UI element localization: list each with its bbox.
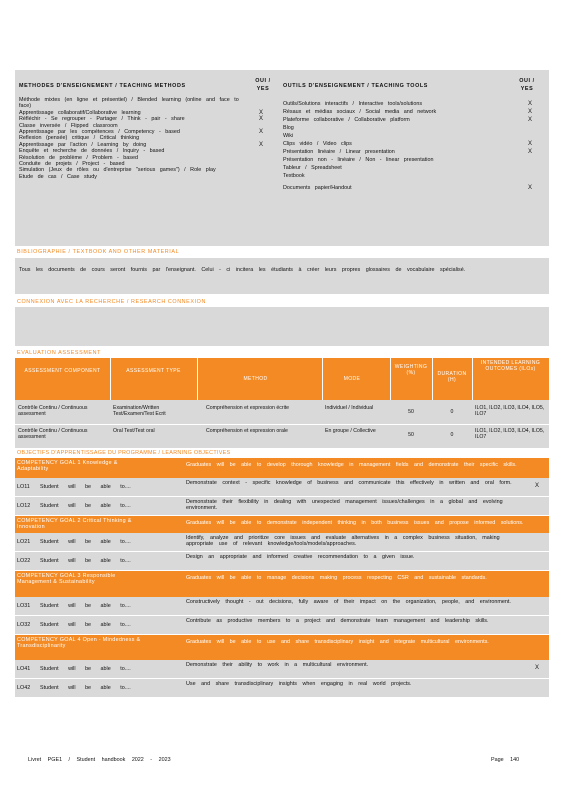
evaluation-cell-component: Contrôle Continu / Continuous assessment [18,428,88,441]
competency-goal-label: COMPETENCY GOAL 2 Critical Thinking & Innovation [17,518,132,531]
competency-goal-label: COMPETENCY GOAL 3 Responsible Management & Sustainability [17,573,116,586]
competency-goal-description: Graduates will be able to demonstrate independent thinking in both business issues and propose informed solutions. [186,520,524,526]
objective-code: LO41 [17,666,31,672]
teaching-tools-list [283,101,538,193]
objective-subject: Student will be able to.... [40,685,131,691]
check-mark: X [259,116,264,123]
evaluation-cell-duration: 0 [450,432,454,438]
competency-goal-description: Graduates will be able to develop thorough knowledge in management fields and demonstrate their specific skills. [186,462,517,468]
evaluation-cell-method: Compréhension et expression orale [206,428,288,434]
objective-subject: Student will be able to.... [40,603,131,609]
method-label: Simulation (Jeux de rôles ou d'entreprise "serious games") / Role play [19,167,216,174]
objectives-title: OBJECTIFS D'APPRENTISSAGE DU PROGRAMME / LEARNING OBJECTIVES [17,450,231,456]
methods-header: METHODES D'ENSEIGNEMENT / TEACHING METHODS [19,83,186,89]
method-row [283,101,538,107]
objective-description: Use and share transdisciplinary insights when engaging in real world projects. [186,681,412,687]
method-row [19,97,269,110]
method-label: Présentation non - linéaire / Non - linear presentation [283,157,434,163]
method-label: Outils/Solutions interactifs / Interactive tools/solutions [283,101,423,107]
objective-description: Design an appropriate and informed creative recommendation to a given issue. [186,554,415,560]
tools-ouiyes-header: OUI / YES [519,78,535,92]
evaluation-header-cell: DURATION (H) [437,371,467,383]
evaluation-header-cell: WEIGHTING (%) [394,364,428,376]
bibliography-title: BIBLIOGRAPHIE / TEXTBOOK AND OTHER MATERIAL [17,249,180,255]
evaluation-title: EVALUATION ASSESSMENT [17,350,101,356]
competency-goal-label: COMPETENCY GOAL 1 Knowledge & Adaptability [17,460,118,473]
check-mark: X [528,117,533,123]
method-label: Blog [283,125,294,131]
method-label: Wiki [283,133,294,139]
objective-description: Constructively thought - out decisions, fully aware of their impact on the organization, people, and environment. [186,599,511,605]
objective-code: LO42 [17,685,31,691]
evaluation-cell-weight: 50 [408,432,414,438]
bibliography-box [15,258,549,294]
method-label: Méthode mixtes (en ligne et présentiel) / Blended learning (online and face to face) [19,97,239,110]
method-row [283,157,538,163]
method-label: Apprentissage par l'action / Learning by doing [19,141,147,148]
objective-subject: Student will be able to.... [40,666,131,672]
check-mark: X [528,101,533,107]
method-row [283,149,538,155]
evaluation-cell-mode: Individuel / Individual [325,405,374,411]
evaluation-cell-ilos: ILO1, ILO2, ILO3, ILO4, ILO5, ILO7 [475,428,545,441]
method-label: Conduite de projets / Project - based [19,161,125,168]
tools-header: OUTILS D'ENSEIGNEMENT / TEACHING TOOLS [283,83,428,89]
objective-code: LO12 [17,503,31,509]
check-mark: X [535,665,540,671]
method-row [283,141,538,147]
evaluation-header-cell: ASSESSMENT COMPONENT [24,368,101,374]
method-label: Apprentissage par les compétences / Competency - based [19,129,180,136]
row-divider [15,424,549,425]
objective-subject: Student will be able to.... [40,539,131,545]
check-mark: X [528,185,533,192]
objective-description: Identify, analyze and prioritize core issues and evaluate alternatives in a complex business situation, making appropriate use of relevant knowledge/tools/models/approaches. [186,535,500,548]
method-label: Présentation linéaire / Linear presentation [283,149,395,155]
evaluation-cell-type: Examination/Written Test/Examen/Test Ecrit [113,405,166,418]
evaluation-header-cell: INTENDED LEARNING OUTCOMES (ILOs) [480,360,541,372]
evaluation-cell-weight: 50 [408,409,414,415]
method-row [283,173,538,179]
method-label: Tableur / Spreadsheet [283,165,342,171]
check-mark: X [259,109,264,116]
evaluation-cell-type: Oral Test/Test oral [113,428,155,434]
check-mark: X [528,149,533,155]
method-label: Enquête et recherche de données / Inquiry - based [19,148,165,155]
objective-subject: Student will be able to.... [40,558,131,564]
footer-left: Livret PGE1 / Student handbook 2022 - 2023 [28,757,171,763]
method-row [283,185,538,191]
teaching-methods-list [19,97,269,180]
evaluation-header-cell: ASSESSMENT TYPE [126,368,181,374]
method-label: Apprentissage collaboratif/Collaborative learning [19,109,141,116]
check-mark: X [528,109,533,115]
method-label: Réfléchir - Se regrouper - Partager / Think - pair - share [19,116,185,123]
method-row [283,133,538,139]
method-label: Textbook [283,173,305,179]
method-row [283,125,538,131]
check-mark: X [259,129,264,136]
objective-description: Contribute as productive members to a project and demonstrate team management and leadership skills. [186,618,489,624]
objective-code: LO32 [17,622,31,628]
research-title: CONNEXION AVEC LA RECHERCHE / RESEARCH CONNEXION [17,299,206,305]
bibliography-text: Tous les documents de cours seront fournis par l'enseignant. Celui - ci incitera les étudiants à créer leurs propres glossaires de vocabulaire spécialisé. [19,267,466,273]
objective-subject: Student will be able to.... [40,484,131,490]
evaluation-cell-mode: En groupe / Collective [325,428,376,434]
method-row [283,117,538,123]
objective-code: LO31 [17,603,31,609]
method-row [283,109,538,115]
check-mark: X [535,483,540,489]
method-label: Clips vidéo / Video clips [283,141,352,147]
footer-page: Page 140 [491,757,520,763]
method-row [283,165,538,171]
objective-code: LO22 [17,558,31,564]
objective-description: Demonstrate their ability to work in a multicultural environment. [186,662,369,668]
method-label: Etude de cas / Case study [19,173,97,180]
check-mark: X [259,141,264,148]
method-label: Classe inversée / Flipped classroom [19,122,118,129]
objective-code: LO11 [17,484,30,490]
method-label: Reflexion (pensée) critique / Critical thinking [19,135,140,142]
objective-description: Demonstrate their flexibility in dealing with unexpected management issues/challenges in a global and evolving environment. [186,499,503,512]
check-mark: X [528,141,533,147]
competency-goal-label: COMPETENCY GOAL 4 Open - Mindedness & Transdisciplinarity [17,637,141,650]
research-box [15,307,549,346]
evaluation-cell-method: Compréhension et expression écrite [206,405,290,411]
objective-subject: Student will be able to.... [40,622,131,628]
method-label: Résolution de problème / Problem - based [19,154,138,161]
method-row [19,174,269,180]
evaluation-header-cell: METHOD [243,376,268,382]
method-label: Plateforme collaborative / Collaborative platform [283,117,410,123]
competency-goal-description: Graduates will be able to manage decisions making process respecting CSR and sustainable standards. [186,575,487,581]
evaluation-cell-ilos: ILO1, ILO2, ILO3, ILO4, ILO5, ILO7 [475,405,545,418]
objective-description: Demonstrate context - specific knowledge of business and communicate this effectively in written and oral form. [186,480,512,486]
evaluation-cell-duration: 0 [450,409,454,415]
evaluation-header-cell: MODE [343,376,361,382]
method-label: Résaux et médias sociaux / Social media and network [283,109,437,115]
objective-code: LO21 [17,539,31,545]
objective-subject: Student will be able to.... [40,503,131,509]
methods-ouiyes-header: OUI / YES [255,78,271,92]
evaluation-cell-component: Contrôle Continu / Continuous assessment [18,405,88,418]
method-label: Documents papier/Handout [283,185,352,192]
competency-goal-description: Graduates will be able to use and share transdisciplinary insight and integrate multicultural environments. [186,639,489,645]
